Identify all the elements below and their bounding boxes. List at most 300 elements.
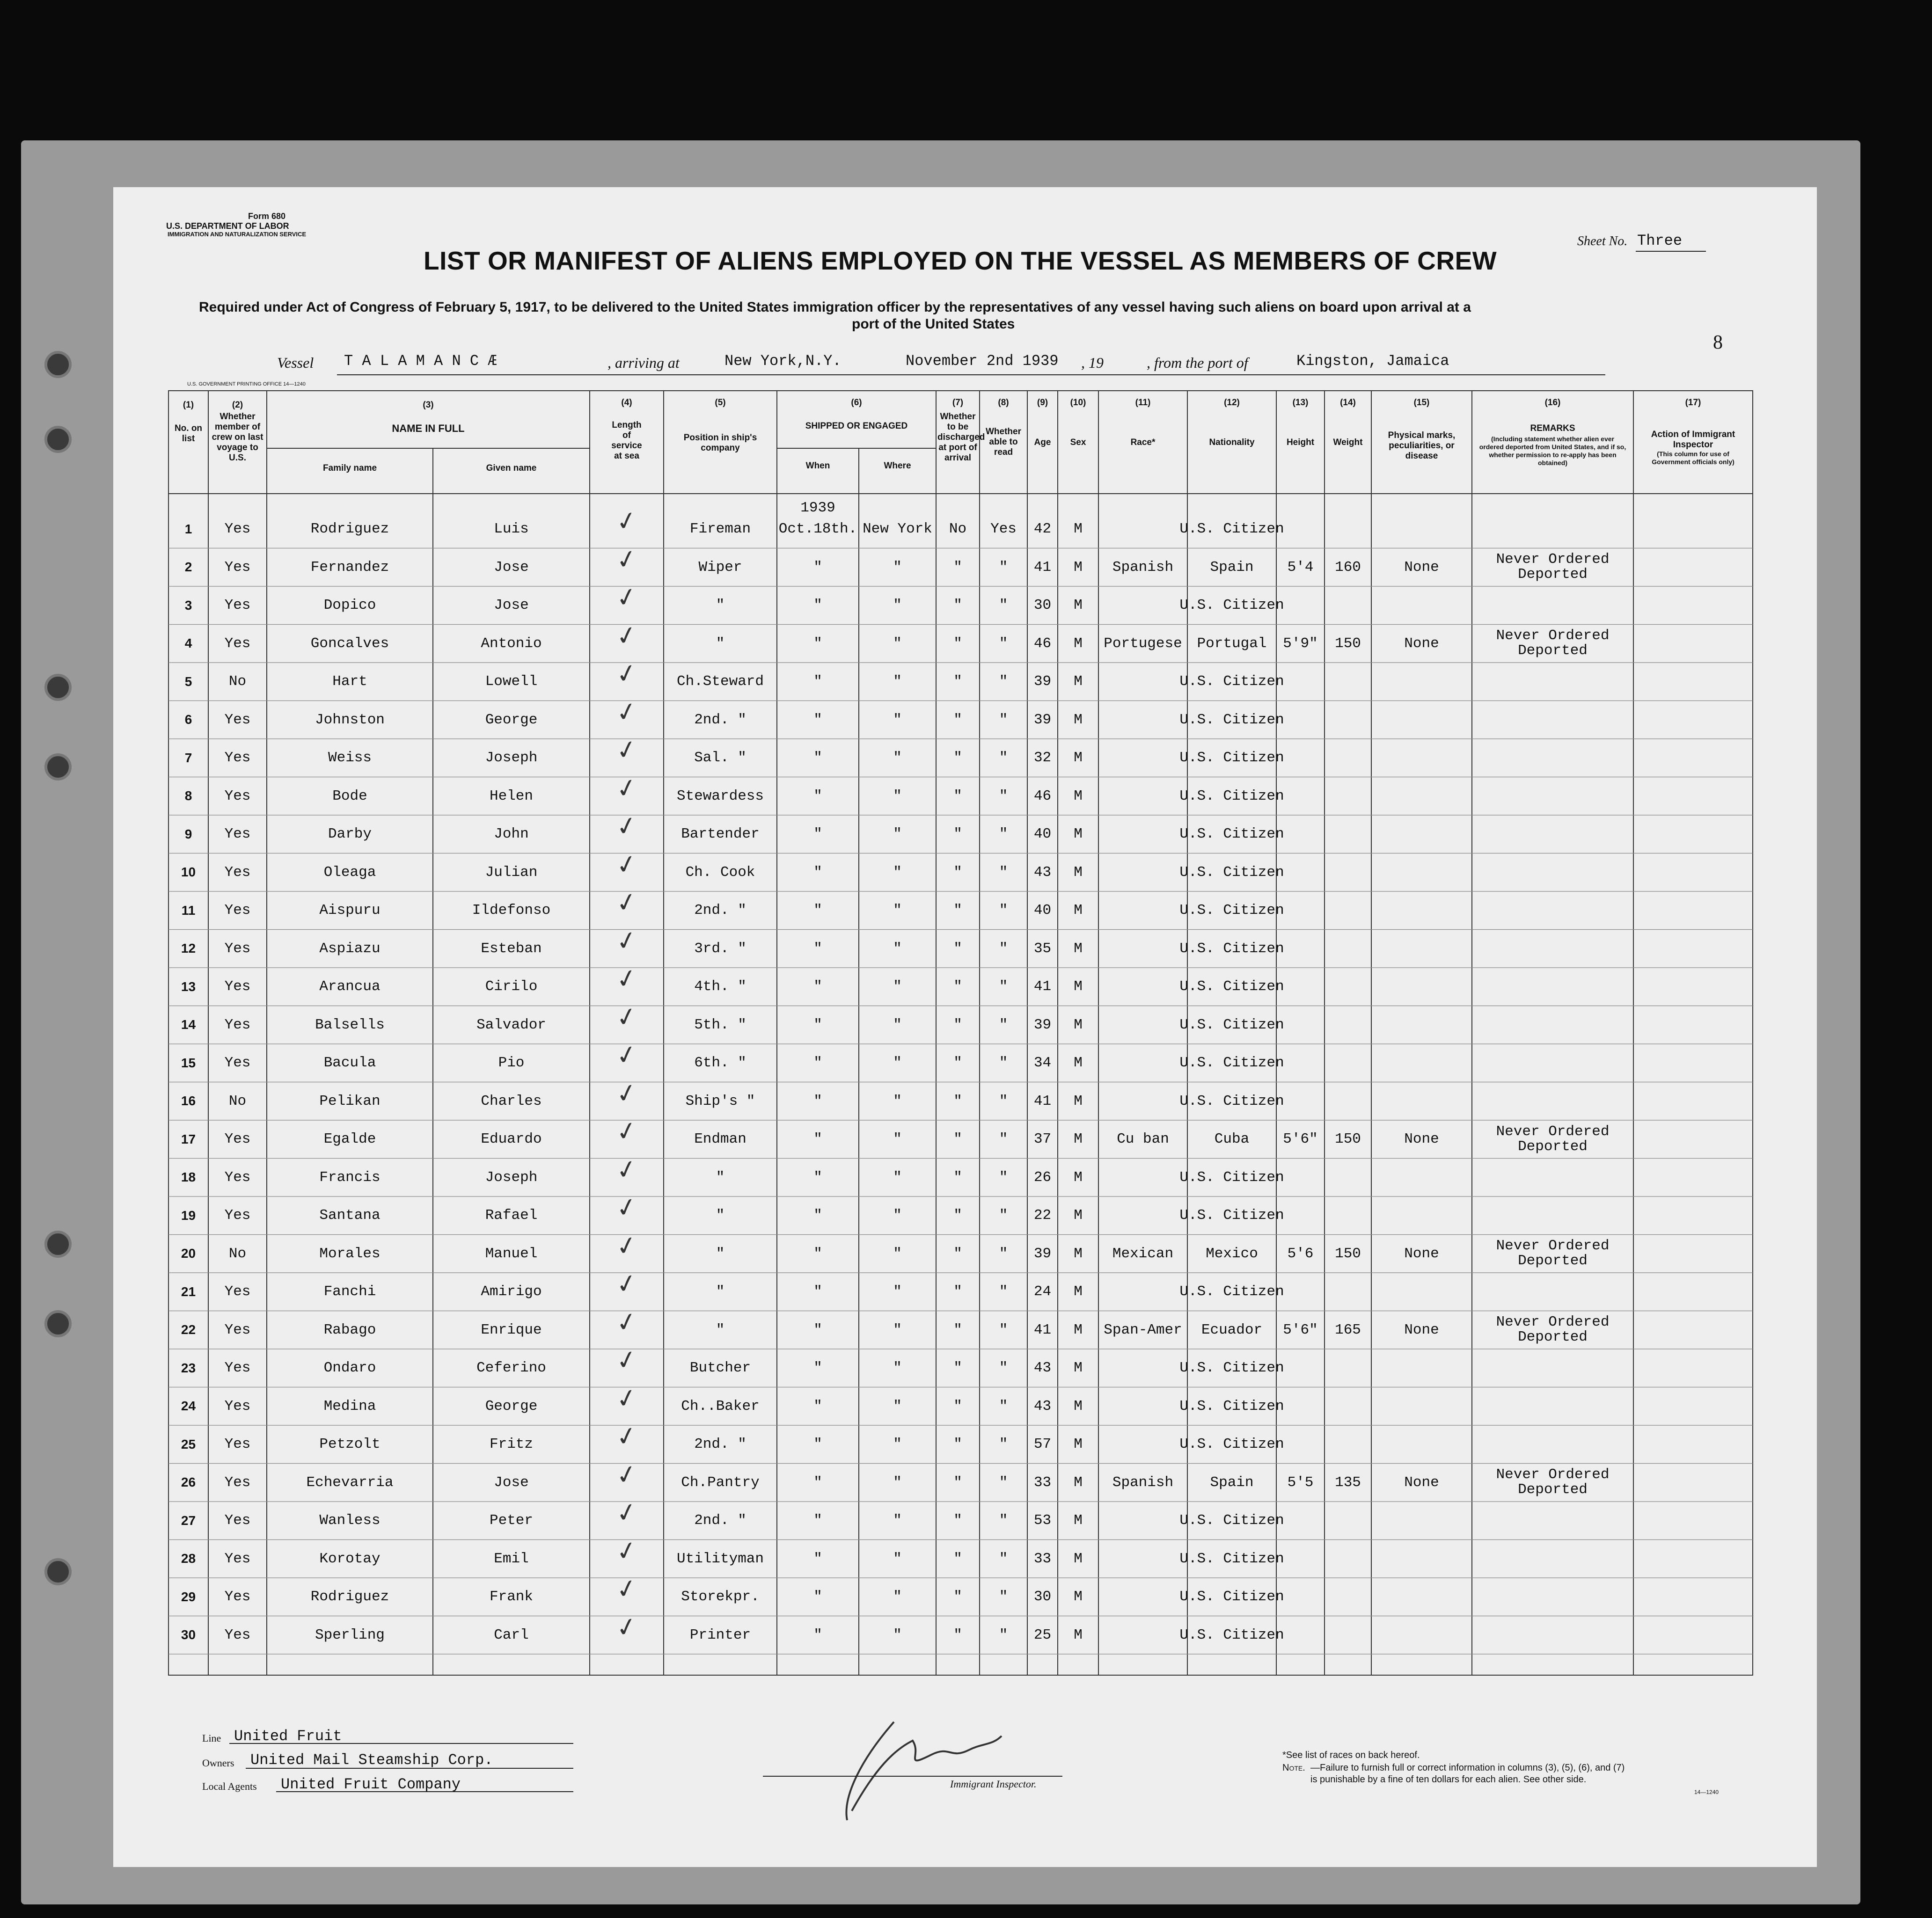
position: 5th. " (694, 1016, 746, 1033)
note-line-1: —Failure to furnish full or correct information in columns (3), (5), (6), and (7) (1310, 1763, 1625, 1773)
discharged-value: " (953, 1550, 962, 1567)
col9-header: Age (1034, 438, 1051, 447)
shipped-when: " (813, 1436, 822, 1453)
crew-member-value: Yes (224, 1169, 251, 1186)
subtitle: Required under Act of Congress of February 5, 1917, to be delivered to the United States immigration officer by the representatives of any vessel having such aliens on board upon arrival at a (199, 299, 1471, 315)
given-name: Fritz (489, 1436, 533, 1453)
row-number: 1 (184, 521, 192, 536)
races-note: *See list of races on back hereof. (1282, 1750, 1420, 1760)
position: Wiper (698, 559, 742, 576)
position: " (716, 1207, 725, 1224)
col17-note: (This column for use of Government officials only) (1652, 450, 1734, 466)
weight (1325, 1349, 1371, 1387)
family-name: Ondaro (323, 1360, 376, 1377)
physical-marks (1371, 891, 1472, 930)
remarks (1472, 1540, 1633, 1578)
height: 5'4 (1287, 559, 1314, 576)
given-name: Ildefonso (472, 902, 551, 919)
height (1276, 1349, 1325, 1387)
shipped-when: " (813, 1512, 822, 1529)
remarks (1472, 1425, 1633, 1464)
able-to-read-value: " (999, 1626, 1008, 1643)
position: Utilityman (676, 1550, 764, 1567)
nationality: Portugal (1197, 635, 1267, 652)
shipped-where: " (893, 1245, 902, 1262)
subtitle-2: port of the United States (852, 316, 1015, 332)
age: 24 (1033, 1284, 1052, 1300)
service-checkmark-icon: ✓ (613, 696, 640, 728)
physical-marks (1371, 1006, 1472, 1044)
physical-marks (1371, 739, 1472, 777)
service-checkmark-icon: ✓ (613, 620, 640, 652)
nationality: U.S. Citizen (1179, 521, 1284, 538)
remarks (1472, 968, 1633, 1006)
inspector-underline (763, 1776, 1062, 1777)
height (1276, 1006, 1325, 1044)
able-to-read-value: " (999, 1550, 1008, 1567)
weight: 135 (1335, 1474, 1361, 1491)
height (1276, 1540, 1325, 1578)
sex: M (1074, 1360, 1083, 1377)
given-name: Frank (489, 1589, 533, 1605)
discharged-value: " (953, 1589, 962, 1605)
shipped-when: " (813, 1284, 822, 1300)
row-number: 24 (181, 1399, 196, 1414)
weight (1325, 586, 1371, 625)
crew-member-value: Yes (224, 711, 251, 728)
sex: M (1074, 597, 1083, 614)
height (1276, 1616, 1325, 1655)
physical-marks (1371, 1082, 1472, 1121)
family-name: Morales (319, 1245, 381, 1262)
position: " (716, 1169, 725, 1186)
service-checkmark-icon: ✓ (613, 1191, 640, 1224)
shipped-where: " (893, 864, 902, 881)
sex: M (1074, 750, 1083, 766)
height (1276, 1082, 1325, 1121)
position: Butcher (689, 1360, 751, 1377)
crew-member-value: Yes (224, 864, 251, 881)
able-to-read-value: " (999, 978, 1008, 995)
agents-label: Local Agents (202, 1780, 257, 1792)
weight (1325, 510, 1371, 548)
service-checkmark-icon: ✓ (613, 734, 640, 766)
position: Sal. " (694, 750, 746, 766)
col10-number: (10) (1070, 398, 1086, 408)
family-name: Fanchi (323, 1284, 376, 1300)
service-checkmark-icon: ✓ (613, 1382, 640, 1415)
nationality: U.S. Citizen (1179, 1626, 1284, 1643)
nationality: U.S. Citizen (1179, 1398, 1284, 1415)
shipped-when: " (813, 1321, 822, 1338)
row-number: 20 (181, 1246, 196, 1261)
table-row (0, 1459, 1932, 1502)
age: 30 (1033, 1589, 1052, 1605)
able-to-read-value: Yes (990, 521, 1017, 538)
discharged-value: " (953, 864, 962, 881)
table-row (0, 1535, 1932, 1578)
line-value: United Fruit (234, 1728, 342, 1745)
weight (1325, 777, 1371, 816)
table-row (0, 1230, 1932, 1273)
col12-header: Nationality (1209, 438, 1255, 447)
family-name: Aispuru (319, 902, 381, 919)
col14-number: (14) (1340, 398, 1356, 408)
discharged-value: " (953, 597, 962, 614)
given-name: Manuel (485, 1245, 538, 1262)
family-name: Petzolt (319, 1436, 381, 1453)
race (1098, 586, 1187, 625)
table-row (0, 1344, 1932, 1387)
given-name: Jose (494, 559, 529, 576)
shipped-where: " (893, 1398, 902, 1415)
able-to-read-value: " (999, 940, 1008, 957)
discharged-value: " (953, 1016, 962, 1033)
crew-member-value: Yes (224, 750, 251, 766)
family-name: Dopico (323, 597, 376, 614)
weight (1325, 1387, 1371, 1426)
col4-number: (4) (621, 398, 632, 408)
age: 42 (1033, 521, 1052, 538)
row-number: 16 (181, 1094, 196, 1109)
service: IMMIGRATION AND NATURALIZATION SERVICE (168, 231, 307, 238)
service-checkmark-icon: ✓ (613, 505, 640, 538)
crew-member-value: Yes (224, 597, 251, 614)
col3-given-header: Given name (486, 463, 537, 473)
row-number: 22 (181, 1322, 196, 1337)
given-name: Eduardo (481, 1131, 542, 1148)
sheet-label: Sheet No. (1577, 234, 1628, 248)
department: U.S. DEPARTMENT OF LABOR (166, 221, 289, 231)
given-name: Esteban (481, 940, 542, 957)
discharged-value: " (953, 1093, 962, 1109)
physical-marks (1371, 1196, 1472, 1235)
nationality: U.S. Citizen (1179, 902, 1284, 919)
discharged-value: " (953, 1245, 962, 1262)
race (1098, 1006, 1187, 1044)
remarks (1472, 930, 1633, 968)
physical-marks (1371, 930, 1472, 968)
service-checkmark-icon: ✓ (613, 886, 640, 919)
col13-header: Height (1286, 438, 1315, 447)
row-number: 6 (184, 712, 192, 727)
race: Spanish (1112, 559, 1174, 576)
service-checkmark-icon: ✓ (613, 925, 640, 957)
crew-member-value: Yes (224, 1321, 251, 1338)
shipped-where: " (893, 1321, 902, 1338)
nationality: U.S. Citizen (1179, 1055, 1284, 1072)
sex: M (1074, 788, 1083, 804)
service-checkmark-icon: ✓ (613, 1001, 640, 1033)
height (1276, 930, 1325, 968)
given-name: Antonio (481, 635, 542, 652)
discharged-value: " (953, 559, 962, 576)
col6-number: (6) (851, 398, 862, 408)
discharged-value: " (953, 788, 962, 804)
row-number: 9 (184, 826, 192, 841)
col16-header: REMARKS (1530, 423, 1575, 433)
service-checkmark-icon: ✓ (613, 963, 640, 995)
shipped-when: " (813, 1550, 822, 1567)
physical-marks (1371, 663, 1472, 701)
shipped-where: " (893, 635, 902, 652)
sex: M (1074, 940, 1083, 957)
weight (1325, 663, 1371, 701)
nationality: U.S. Citizen (1179, 1589, 1284, 1605)
race (1098, 1349, 1187, 1387)
col11-number: (11) (1135, 398, 1151, 408)
able-to-read-value: " (999, 1016, 1008, 1033)
race: Span-Amer (1104, 1321, 1182, 1338)
given-name: George (485, 711, 538, 728)
remarks: Never Ordered Deported (1496, 627, 1610, 659)
shipped-when: " (813, 750, 822, 766)
given-name: Lowell (485, 673, 538, 690)
race (1098, 1387, 1187, 1426)
weight (1325, 1006, 1371, 1044)
height (1276, 1273, 1325, 1311)
shipped-where: " (893, 826, 902, 843)
weight (1325, 930, 1371, 968)
shipped-when: " (813, 1398, 822, 1415)
remarks (1472, 853, 1633, 892)
position: " (716, 1321, 725, 1338)
age: 41 (1033, 1321, 1052, 1338)
nationality: Cuba (1214, 1131, 1250, 1148)
service-checkmark-icon: ✓ (613, 772, 640, 804)
remarks (1472, 663, 1633, 701)
shipped-when: " (813, 1131, 822, 1148)
col6-when-header: When (805, 461, 830, 471)
crew-member-value: Yes (224, 1474, 251, 1491)
shipped-where: " (893, 711, 902, 728)
able-to-read-value: " (999, 1207, 1008, 1224)
family-name: Arancua (319, 978, 381, 995)
physical-marks (1371, 815, 1472, 853)
height: 5'9" (1283, 635, 1318, 652)
row-number: 5 (184, 674, 192, 689)
shipped-when: " (813, 788, 822, 804)
remarks (1472, 1349, 1633, 1387)
row-number: 25 (181, 1437, 196, 1451)
nationality: U.S. Citizen (1179, 1169, 1284, 1186)
row-number: 17 (181, 1131, 196, 1146)
position: " (716, 1245, 725, 1262)
weight (1325, 739, 1371, 777)
remarks (1472, 777, 1633, 816)
position: Ch..Baker (681, 1398, 760, 1415)
crew-member-value: Yes (224, 1207, 251, 1224)
nationality: U.S. Citizen (1179, 1093, 1284, 1109)
nationality: U.S. Citizen (1179, 864, 1284, 881)
family-name: Sperling (315, 1626, 385, 1643)
service-checkmark-icon: ✓ (613, 1459, 640, 1491)
family-name: Korotay (319, 1550, 381, 1567)
crew-member-value: Yes (224, 1512, 251, 1529)
age: 46 (1033, 788, 1052, 804)
height (1276, 1425, 1325, 1464)
weight (1325, 815, 1371, 853)
shipped-where: " (893, 1436, 902, 1453)
shipped-when: " (813, 1589, 822, 1605)
family-name: Hart (332, 673, 367, 690)
sex: M (1074, 1284, 1083, 1300)
physical-marks (1371, 701, 1472, 739)
col7-number: (7) (952, 398, 964, 408)
shipped-when: " (813, 1245, 822, 1262)
position: 4th. " (694, 978, 746, 995)
vessel-name: T A L A M A N C Æ (344, 352, 497, 370)
physical-marks: None (1404, 1245, 1439, 1262)
table-row (0, 1001, 1932, 1044)
height (1276, 1044, 1325, 1082)
position: 2nd. " (694, 711, 746, 728)
race: Cu ban (1117, 1131, 1169, 1148)
sex: M (1074, 1207, 1083, 1224)
table-row (0, 1153, 1932, 1197)
sex: M (1074, 1512, 1083, 1529)
race (1098, 815, 1187, 853)
discharged-value: " (953, 1474, 962, 1491)
service-checkmark-icon: ✓ (613, 1268, 640, 1300)
height: 5'6" (1283, 1131, 1318, 1148)
col11-header: Race* (1130, 438, 1156, 447)
row-number: 12 (181, 941, 196, 956)
age: 39 (1033, 711, 1052, 728)
race (1098, 777, 1187, 816)
weight (1325, 1044, 1371, 1082)
remarks (1472, 1578, 1633, 1616)
position: " (716, 597, 725, 614)
position: 3rd. " (694, 940, 746, 957)
nationality: Spain (1210, 1474, 1254, 1491)
age: 40 (1033, 902, 1052, 919)
height (1276, 701, 1325, 739)
family-name: Wanless (319, 1512, 381, 1529)
row-number: 21 (181, 1284, 196, 1299)
position: Ch. Cook (685, 864, 755, 881)
shipped-when: " (813, 826, 822, 843)
shipped-when: " (813, 1055, 822, 1072)
age: 43 (1033, 864, 1052, 881)
sex: M (1074, 1245, 1083, 1262)
col9-number: (9) (1037, 398, 1048, 408)
discharged-value: " (953, 1055, 962, 1072)
sex: M (1074, 1093, 1083, 1109)
physical-marks (1371, 1578, 1472, 1616)
row-number: 23 (181, 1360, 196, 1375)
remarks (1472, 1044, 1633, 1082)
col17-header: Action of Immigrant Inspector (1651, 430, 1735, 450)
weight (1325, 1502, 1371, 1540)
race (1098, 853, 1187, 892)
height (1276, 663, 1325, 701)
shipped-where: " (893, 978, 902, 995)
able-to-read-value: " (999, 1436, 1008, 1453)
discharged-value: " (953, 1321, 962, 1338)
crew-member-value: Yes (224, 902, 251, 919)
col1-number: (1) (183, 400, 194, 410)
able-to-read-value: " (999, 597, 1008, 614)
weight (1325, 891, 1371, 930)
service-checkmark-icon: ✓ (613, 657, 640, 690)
service-checkmark-icon: ✓ (613, 848, 640, 881)
discharged-value: " (953, 1436, 962, 1453)
crew-member-value: Yes (224, 1436, 251, 1453)
nationality: U.S. Citizen (1179, 1512, 1284, 1529)
height: 5'5 (1287, 1474, 1314, 1491)
crew-member-value: Yes (224, 1550, 251, 1567)
weight (1325, 1540, 1371, 1578)
col6-where-header: Where (884, 461, 911, 471)
table-row (0, 1077, 1932, 1121)
physical-marks: None (1404, 1474, 1439, 1491)
shipped-when: " (813, 978, 822, 995)
row-number: 4 (184, 636, 192, 651)
physical-marks (1371, 1159, 1472, 1197)
table-row (0, 1306, 1932, 1349)
family-name: Rabago (323, 1321, 376, 1338)
remarks (1472, 1273, 1633, 1311)
given-name: Joseph (485, 750, 538, 766)
row-number: 7 (184, 750, 192, 765)
position: Ship's " (685, 1093, 755, 1109)
row-number: 2 (184, 560, 192, 575)
remarks (1472, 1616, 1633, 1655)
remarks (1472, 891, 1633, 930)
nationality: U.S. Citizen (1179, 711, 1284, 728)
age: 32 (1033, 750, 1052, 766)
age: 34 (1033, 1055, 1052, 1072)
table-row (0, 1382, 1932, 1426)
height (1276, 1578, 1325, 1616)
crew-member-value: Yes (224, 940, 251, 957)
able-to-read-value: " (999, 902, 1008, 919)
table-row (0, 696, 1932, 739)
weight (1325, 1578, 1371, 1616)
nationality: U.S. Citizen (1179, 1284, 1284, 1300)
service-checkmark-icon: ✓ (613, 581, 640, 614)
col10-header: Sex (1070, 438, 1086, 447)
physical-marks (1371, 1044, 1472, 1082)
sheet-value: Three (1637, 232, 1683, 249)
race (1098, 891, 1187, 930)
race (1098, 968, 1187, 1006)
able-to-read-value: " (999, 635, 1008, 652)
discharged-value: " (953, 1398, 962, 1415)
weight (1325, 1159, 1371, 1197)
table-row (0, 886, 1932, 930)
physical-marks (1371, 1616, 1472, 1655)
col3-number: (3) (423, 400, 434, 410)
remarks (1472, 1502, 1633, 1540)
given-name: John (494, 826, 529, 843)
table-row (0, 963, 1932, 1006)
able-to-read-value: " (999, 1360, 1008, 1377)
shipped-where: New York (863, 521, 932, 538)
family-name: Pelikan (319, 1093, 381, 1109)
crew-member-value: No (228, 1093, 247, 1109)
physical-marks: None (1404, 1131, 1439, 1148)
sex: M (1074, 1016, 1083, 1033)
physical-marks (1371, 1502, 1472, 1540)
col3-family-header: Family name (322, 463, 377, 473)
family-name: Bode (332, 788, 367, 804)
age: 53 (1033, 1512, 1052, 1529)
physical-marks: None (1404, 635, 1439, 652)
arriving-label: , arriving at (607, 354, 680, 371)
physical-marks (1371, 777, 1472, 816)
